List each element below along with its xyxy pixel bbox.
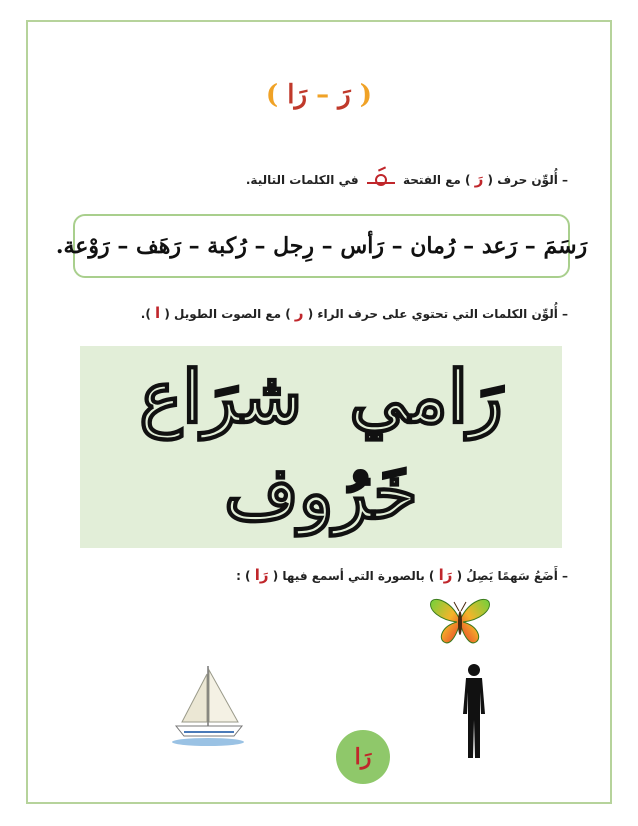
word-list-box bbox=[55, 214, 588, 278]
instruction-color-letter bbox=[246, 170, 568, 190]
instruction-2-text-middle: ) مع الصوت الطويل ( bbox=[164, 307, 291, 321]
title-paren-close: ) bbox=[265, 80, 279, 110]
butterfly-icon[interactable] bbox=[428, 596, 492, 648]
coloring-row-2 bbox=[80, 450, 562, 535]
instruction-1-text-start: – أُلوِّن حرف ( bbox=[487, 173, 568, 187]
answer-syllable: رَا bbox=[354, 744, 372, 770]
title-syllable-short: رَ bbox=[338, 80, 351, 110]
instruction-color-words bbox=[141, 304, 568, 322]
instruction-1-letter: رَ bbox=[474, 170, 484, 188]
sailboat-icon[interactable] bbox=[168, 662, 248, 748]
instruction-2-long-vowel: ا bbox=[155, 304, 161, 322]
instruction-3-text-middle: ) بالصورة التي أسمع فيها ( bbox=[272, 569, 435, 583]
instruction-1-text-middle: ) مع الفتحة bbox=[402, 173, 471, 187]
title-syllable-long: رَا bbox=[287, 80, 308, 110]
instruction-1-text-end: في الكلمات التالية. bbox=[245, 173, 359, 187]
answer-syllable-circle[interactable] bbox=[336, 730, 390, 784]
word-list: رَسَمَ – رَعد – رُمان – رَأس – رِجل – رُكبة – رَهَف – رَوْعة. bbox=[55, 233, 588, 259]
title-dash: – bbox=[316, 80, 330, 110]
coloring-row-1 bbox=[80, 354, 562, 439]
instruction-3-text-start: – أَضَعُ سَهمًا يَصِلُ ( bbox=[456, 569, 568, 583]
coloring-word-shiraa[interactable]: شرَاع bbox=[139, 354, 303, 439]
coloring-panel bbox=[80, 346, 562, 548]
fatha-diacritic-icon bbox=[367, 172, 395, 190]
instruction-3-syllable: رَا bbox=[438, 566, 453, 584]
instruction-2-letter: ر bbox=[294, 304, 304, 322]
instruction-3-text-end: ) : bbox=[236, 569, 251, 583]
title-paren-open: ( bbox=[359, 80, 373, 110]
instruction-2-text-end: ). bbox=[140, 307, 151, 321]
instruction-2-text-start: – أُلوِّن الكلمات التي تحتوي على حرف الراء ( bbox=[307, 307, 568, 321]
instruction-3-syllable-2: رَا bbox=[254, 566, 269, 584]
coloring-word-kharoof[interactable]: خَرُوف bbox=[224, 450, 418, 535]
instruction-draw-arrow bbox=[236, 566, 568, 584]
page-title bbox=[0, 80, 638, 110]
man-silhouette-icon[interactable] bbox=[458, 662, 490, 762]
coloring-word-rami[interactable]: رَامي bbox=[349, 354, 503, 439]
